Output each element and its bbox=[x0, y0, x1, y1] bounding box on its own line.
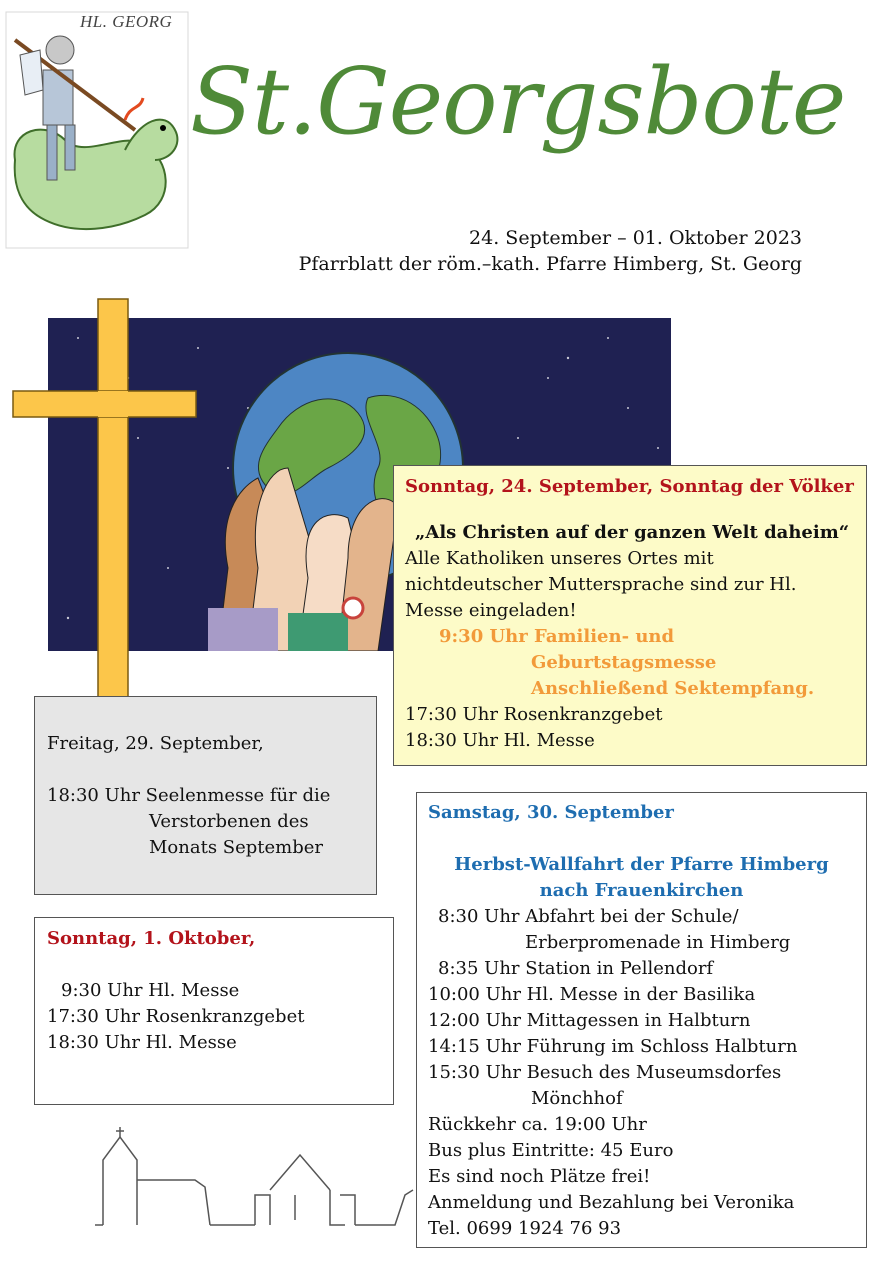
church-sketch-icon bbox=[95, 1125, 415, 1230]
event-line: 9:30 Uhr Hl. Messe bbox=[61, 980, 240, 1001]
event-subheading: nach Frauenkirchen bbox=[539, 880, 744, 901]
event-box-sunday-oct1 bbox=[34, 917, 394, 1105]
event-line: Tel. 0699 1924 76 93 bbox=[428, 1218, 622, 1239]
event-line: Monats September bbox=[149, 837, 324, 858]
event-highlight: Anschließend Sektempfang. bbox=[531, 678, 815, 699]
logo-label: HL. GEORG bbox=[80, 12, 173, 31]
event-heading: Freitag, 29. September, bbox=[47, 733, 264, 754]
event-line: 8:30 Uhr Abfahrt bei der Schule/ bbox=[438, 906, 739, 927]
event-line: 17:30 Uhr Rosenkranzgebet bbox=[47, 1006, 305, 1027]
event-line: 12:00 Uhr Mittagessen in Halbturn bbox=[428, 1010, 751, 1031]
event-line: Mönchhof bbox=[531, 1088, 623, 1109]
event-box-saturday-sep30 bbox=[416, 792, 867, 1248]
event-subheading: Herbst-Wallfahrt der Pfarre Himberg bbox=[454, 854, 829, 875]
event-text-line: Messe eingeladen! bbox=[405, 600, 577, 621]
event-line: 10:00 Uhr Hl. Messe in der Basilika bbox=[428, 984, 756, 1005]
event-line: 17:30 Uhr Rosenkranzgebet bbox=[405, 704, 663, 725]
event-line: Verstorbenen des bbox=[149, 811, 309, 832]
event-line: 8:35 Uhr Station in Pellendorf bbox=[438, 958, 714, 979]
event-highlight: Geburtstagsmesse bbox=[531, 652, 717, 673]
event-heading: Samstag, 30. September bbox=[428, 802, 674, 823]
event-line: 14:15 Uhr Führung im Schloss Halbturn bbox=[428, 1036, 798, 1057]
st-george-dragon-icon bbox=[5, 10, 190, 250]
event-box-friday-sep29 bbox=[34, 696, 377, 895]
event-text-line: Alle Katholiken unseres Ortes mit bbox=[405, 548, 714, 569]
subtitle: Pfarrblatt der röm.–kath. Pfarre Himberg, St. Georg bbox=[298, 253, 802, 275]
event-line: Bus plus Eintritte: 45 Euro bbox=[428, 1140, 674, 1161]
page-title: St.Georgsbote bbox=[190, 48, 846, 155]
event-line: 18:30 Uhr Seelenmesse für die bbox=[47, 785, 331, 806]
event-line: Es sind noch Plätze frei! bbox=[428, 1166, 651, 1187]
event-text-line: nichtdeutscher Muttersprache sind zur Hl. bbox=[405, 574, 797, 595]
event-box-sunday-sep24 bbox=[393, 465, 867, 766]
event-line: 15:30 Uhr Besuch des Museumsdorfes bbox=[428, 1062, 782, 1083]
event-highlight: 9:30 Uhr Familien- und bbox=[439, 626, 675, 647]
event-line: Anmeldung und Bezahlung bei Veronika bbox=[428, 1192, 795, 1213]
event-heading: Sonntag, 1. Oktober, bbox=[47, 928, 256, 949]
event-line: Rückkehr ca. 19:00 Uhr bbox=[428, 1114, 647, 1135]
event-line: 18:30 Uhr Hl. Messe bbox=[47, 1032, 237, 1053]
event-line: 18:30 Uhr Hl. Messe bbox=[405, 730, 595, 751]
cross-icon bbox=[12, 298, 198, 714]
event-heading: Sonntag, 24. September, Sonntag der Völker bbox=[405, 476, 854, 497]
event-quote: „Als Christen auf der ganzen Welt daheim“ bbox=[415, 522, 850, 543]
event-line: Erberpromenade in Himberg bbox=[525, 932, 791, 953]
date-range: 24. September – 01. Oktober 2023 bbox=[469, 227, 802, 249]
